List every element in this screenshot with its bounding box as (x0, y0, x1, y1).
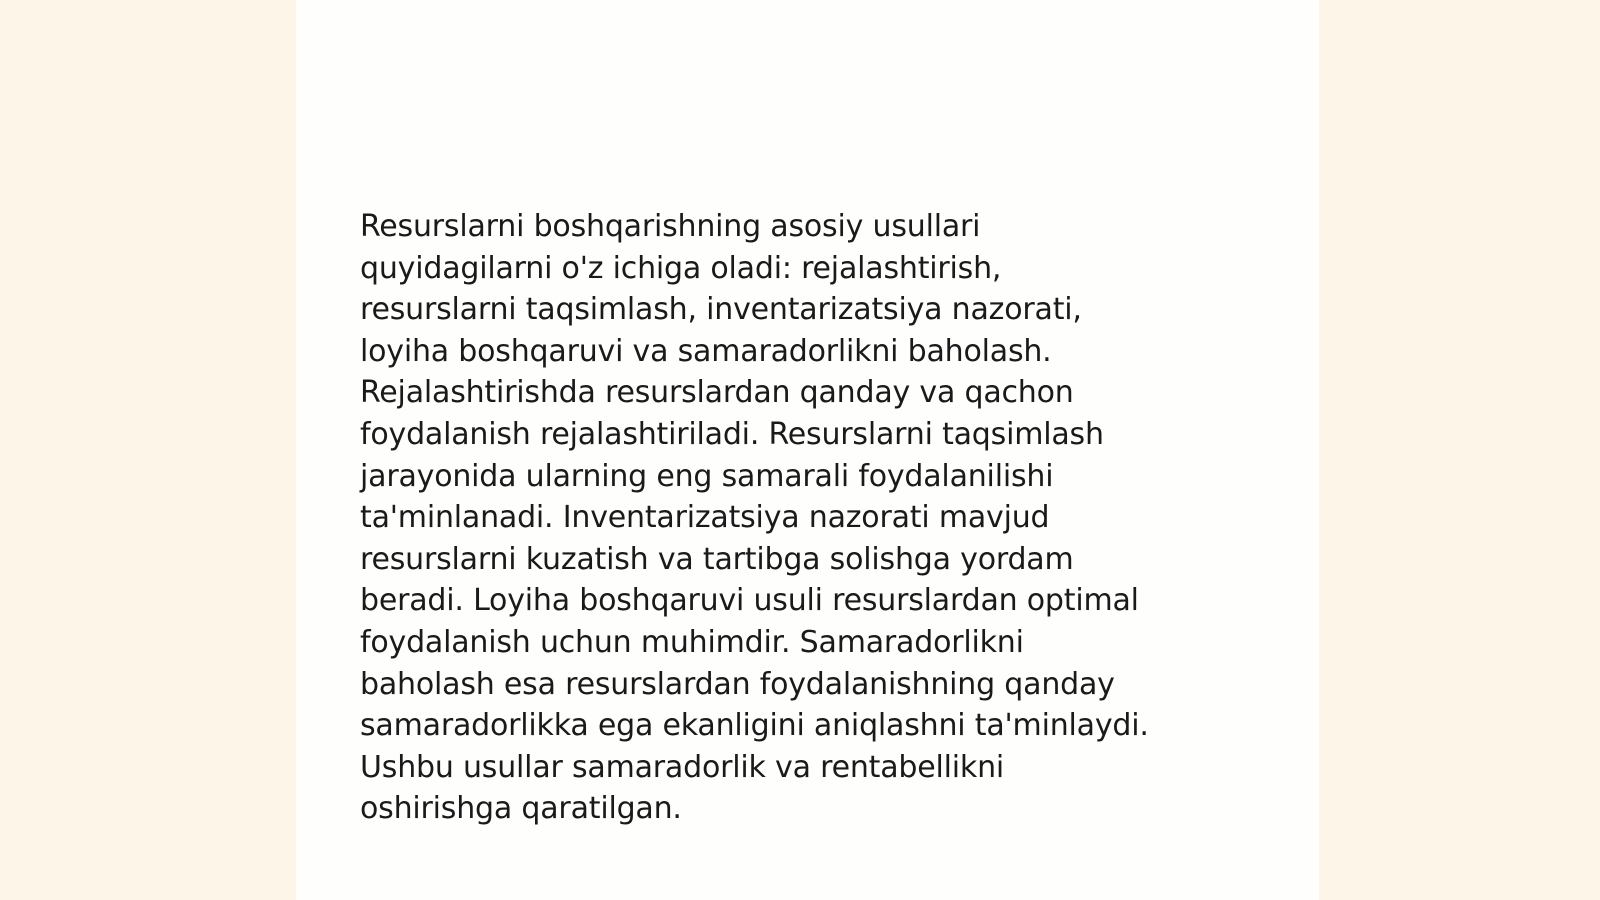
paragraph-line: foydalanish uchun muhimdir. Samaradorlikni (360, 624, 1024, 660)
paragraph-line: Ushbu usullar samaradorlik va rentabellikni (360, 749, 1005, 785)
paragraph-line: jarayonida ularning eng samarali foydalanilishi (360, 458, 1054, 494)
paragraph-line: baholash esa resurslardan foydalanishning qanday (360, 666, 1115, 702)
body-paragraph (360, 206, 1240, 830)
paragraph-line: resurslarni kuzatish va tartibga solishga yordam (360, 541, 1074, 577)
paragraph-line: Resurslarni boshqarishning asosiy usullari (360, 209, 981, 244)
paragraph-line: Rejalashtirishda resurslardan qanday va qachon (360, 375, 1074, 411)
paragraph-line: quyidagilarni o'z ichiga oladi: rejalashtirish, (360, 250, 1002, 286)
paragraph-line: loyiha boshqaruvi va samaradorlikni baholash. (360, 333, 1052, 369)
paragraph-line: foydalanish rejalashtiriladi. Resurslarni taqsimlash (360, 416, 1104, 452)
document-page (296, 0, 1319, 900)
paragraph-line: ta'minlanadi. Inventarizatsiya nazorati mavjud (360, 500, 1050, 536)
paragraph-line: samaradorlikka ega ekanligini aniqlashni ta'minlaydi. (360, 708, 1149, 744)
paragraph-line: oshirishga qaratilgan. (360, 791, 682, 827)
paragraph-line: resurslarni taqsimlash, inventarizatsiya nazorati, (360, 292, 1082, 328)
paragraph-line: beradi. Loyiha boshqaruvi usuli resurslardan optimal (360, 583, 1139, 619)
